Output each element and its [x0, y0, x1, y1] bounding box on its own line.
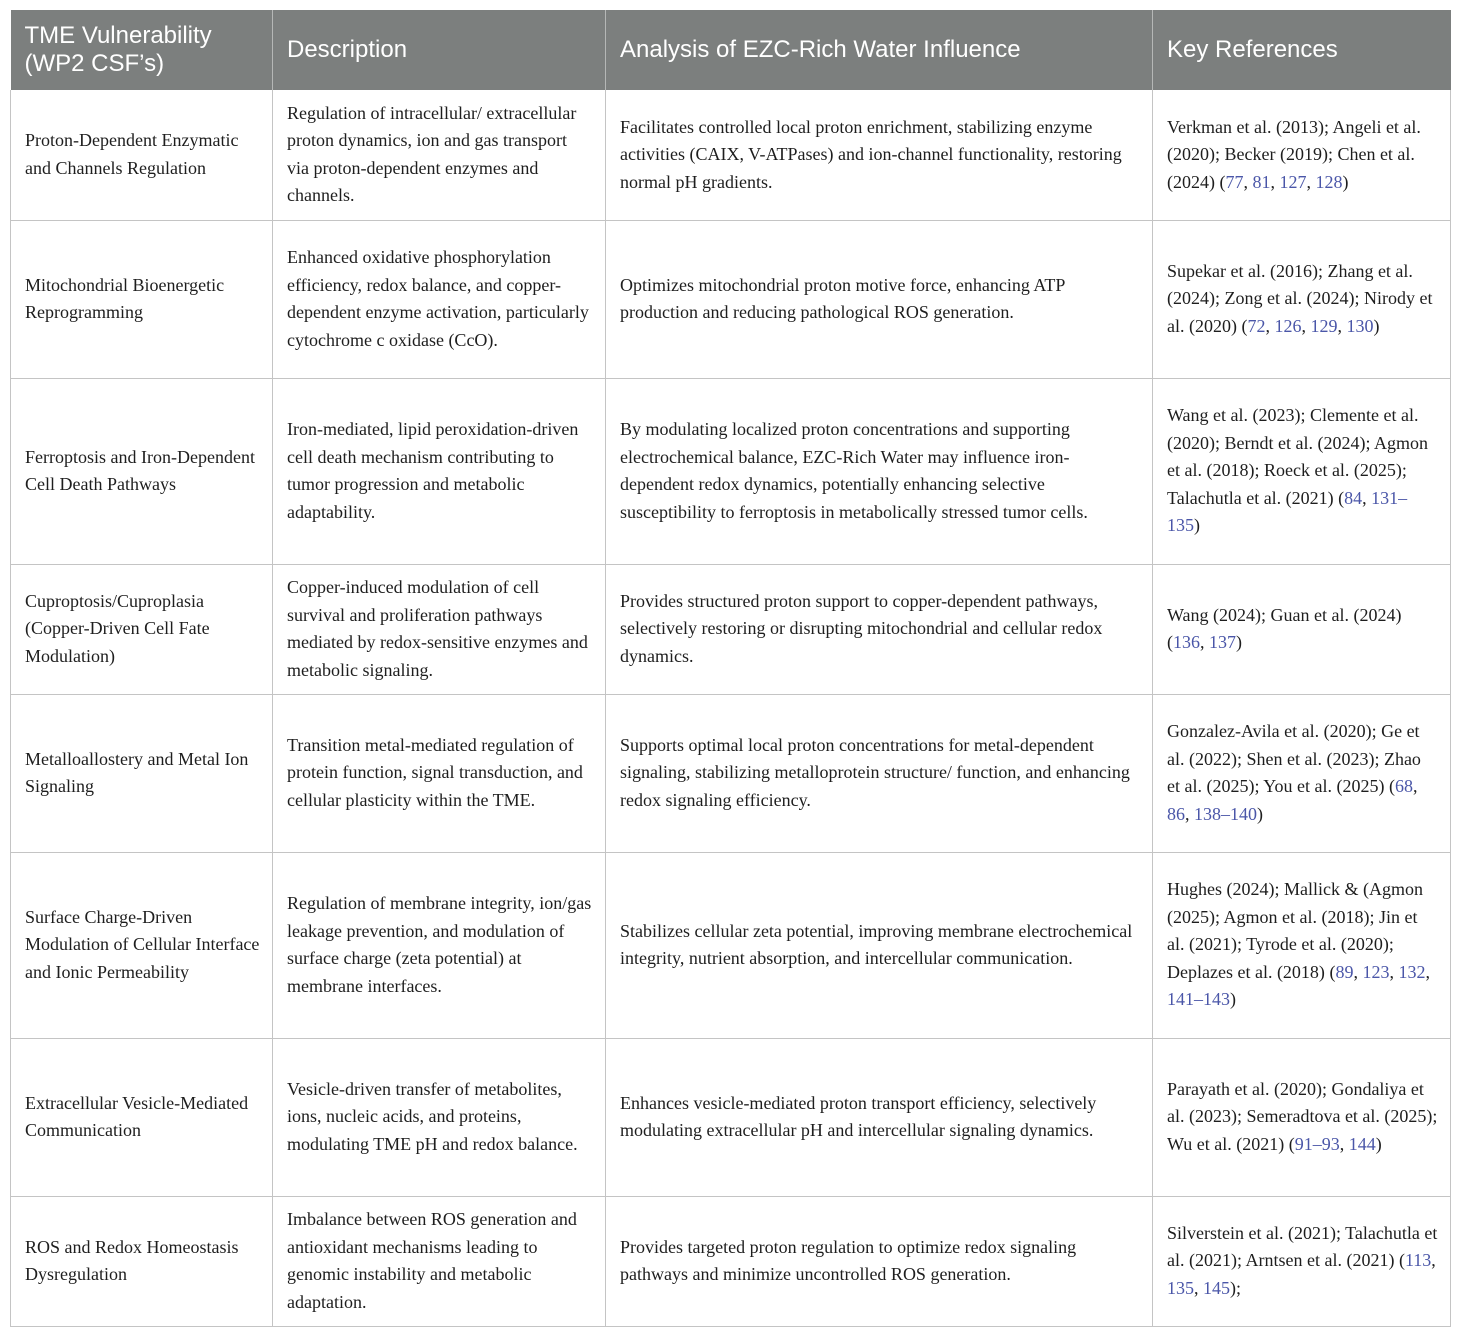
description-cell: Copper-induced modulation of cell survival and proliferation pathways mediated by redox-sensitive enzymes and metabolic signaling.: [273, 564, 606, 694]
references-cell: Gonzalez-Avila et al. (2020); Ge et al. (2022); Shen et al. (2023); Zhao et al. (2025); You et al. (2025) (68, 86, 138–140): [1153, 694, 1451, 852]
table-row: [11, 1196, 1451, 1326]
reference-link[interactable]: 86: [1167, 803, 1185, 824]
references-cell: Hughes (2024); Mallick & (Agmon (2025); Agmon et al. (2018); Jin et al. (2021); Tyrode et al. (2020); Deplazes et al. (2018) (89, 123, 132, 141–143): [1153, 852, 1451, 1038]
reference-link[interactable]: 132: [1398, 961, 1426, 982]
table-row: [11, 694, 1451, 852]
analysis-cell: Facilitates controlled local proton enrichment, stabilizing enzyme activities (CAIX, V-ATPases) and ion-channel functionality, restoring normal pH gradients.: [606, 90, 1153, 220]
vulnerability-cell: ROS and Redox Homeostasis Dysregulation: [11, 1196, 273, 1326]
reference-link[interactable]: 127: [1279, 171, 1307, 192]
references-cell: Silverstein et al. (2021); Talachutla et al. (2021); Arntsen et al. (2021) (113, 135, 145);: [1153, 1196, 1451, 1326]
analysis-cell: Enhances vesicle-mediated proton transport efficiency, selectively modulating extracellular pH and intercellular signaling dynamics.: [606, 1038, 1153, 1196]
description-cell: Regulation of membrane integrity, ion/gas leakage prevention, and modulation of surface charge (zeta potential) at membrane interfaces.: [273, 852, 606, 1038]
reference-citations: Parayath et al. (2020); Gondaliya et al. (2023); Semeradtova et al. (2025); Wu et al. (2021): [1167, 1078, 1438, 1154]
vulnerability-cell: Proton-Dependent Enzymatic and Channels Regulation: [11, 90, 273, 220]
reference-link[interactable]: 91–93: [1294, 1133, 1340, 1154]
description-cell: Iron-mediated, lipid peroxidation-driven cell death mechanism contributing to tumor progression and metabolic adaptability.: [273, 378, 606, 564]
analysis-cell: By modulating localized proton concentrations and supporting electrochemical balance, EZC-Rich Water may influence iron-dependent redox dynamics, potentially enhancing selective susceptibility to ferroptosis in metabolically stressed tumor cells.: [606, 378, 1153, 564]
vulnerability-cell: Ferroptosis and Iron-Dependent Cell Death Pathways: [11, 378, 273, 564]
table-container: [10, 10, 1450, 1327]
reference-link[interactable]: 126: [1274, 315, 1302, 336]
description-cell: Regulation of intracellular/ extracellular proton dynamics, ion and gas transport via proton-dependent enzymes and channels.: [273, 90, 606, 220]
vulnerability-cell: Cuproptosis/Cuproplasia (Copper-Driven Cell Fate Modulation): [11, 564, 273, 694]
references-cell: Supekar et al. (2016); Zhang et al. (2024); Zong et al. (2024); Nirody et al. (2020) (72, 126, 129, 130): [1153, 220, 1451, 378]
reference-link[interactable]: 77: [1225, 171, 1244, 192]
reference-link[interactable]: 81: [1252, 171, 1271, 192]
reference-link[interactable]: 144: [1348, 1133, 1376, 1154]
analysis-cell: Provides targeted proton regulation to optimize redox signaling pathways and minimize uncontrolled ROS generation.: [606, 1196, 1153, 1326]
analysis-cell: Optimizes mitochondrial proton motive force, enhancing ATP production and reducing pathological ROS generation.: [606, 220, 1153, 378]
reference-citations: Wang (2024); Guan et al. (2024): [1167, 604, 1402, 625]
table-row: [11, 852, 1451, 1038]
table-row: [11, 564, 1451, 694]
table-row: [11, 378, 1451, 564]
table-row: [11, 220, 1451, 378]
reference-link[interactable]: 130: [1346, 315, 1374, 336]
description-cell: Vesicle-driven transfer of metabolites, ions, nucleic acids, and proteins, modulating TME pH and redox balance.: [273, 1038, 606, 1196]
reference-suffix: ;: [1236, 1277, 1242, 1298]
vulnerability-table: [10, 10, 1451, 1327]
reference-citations: Silverstein et al. (2021); Talachutla et al. (2021); Arntsen et al. (2021): [1167, 1222, 1438, 1271]
header-vulnerability: TME Vulnerability (WP2 CSF’s): [11, 10, 273, 90]
reference-link[interactable]: 135: [1167, 1277, 1194, 1298]
vulnerability-cell: Surface Charge-Driven Modulation of Cellular Interface and Ionic Permeability: [11, 852, 273, 1038]
reference-link[interactable]: 136: [1173, 632, 1200, 652]
reference-citations: Verkman et al. (2013); Angeli et al. (2020); Becker (2019); Chen et al. (2024): [1167, 116, 1421, 192]
header-references: Key References: [1153, 10, 1451, 90]
reference-link[interactable]: 138–140: [1194, 803, 1257, 824]
reference-link[interactable]: 84: [1344, 487, 1363, 508]
header-description: Description: [273, 10, 606, 90]
reference-link[interactable]: 145: [1203, 1277, 1230, 1298]
analysis-cell: Provides structured proton support to copper-dependent pathways, selectively restoring or disrupting mitochondrial and cellular redox dynamics.: [606, 564, 1153, 694]
description-cell: Transition metal-mediated regulation of protein function, signal transduction, and cellular plasticity within the TME.: [273, 694, 606, 852]
reference-citations: Gonzalez-Avila et al. (2020); Ge et al. (2022); Shen et al. (2023); Zhao et al. (2025); You et al. (2025): [1167, 721, 1421, 796]
table-header-row: [11, 10, 1451, 90]
references-cell: Wang et al. (2023); Clemente et al. (2020); Berndt et al. (2024); Agmon et al. (2018); Roeck et al. (2025); Talachutla et al. (2021) (84, 131–135): [1153, 378, 1451, 564]
vulnerability-cell: Extracellular Vesicle-Mediated Communication: [11, 1038, 273, 1196]
reference-citations: Supekar et al. (2016); Zhang et al. (2024); Zong et al. (2024); Nirody et al. (2020): [1167, 260, 1433, 336]
description-cell: Enhanced oxidative phosphorylation efficiency, redox balance, and copper-dependent enzyme activation, particularly cytochrome c oxidase (CcO).: [273, 220, 606, 378]
reference-link[interactable]: 128: [1315, 171, 1343, 192]
reference-citations: Hughes (2024); Mallick & (Agmon (2025); Agmon et al. (2018); Jin et al. (2021); Tyrode et al. (2020); Deplazes et al. (2018): [1167, 879, 1423, 982]
references-cell: Wang (2024); Guan et al. (2024) (136, 137): [1153, 564, 1451, 694]
reference-link[interactable]: 131–135: [1167, 487, 1408, 536]
references-cell: Verkman et al. (2013); Angeli et al. (2020); Becker (2019); Chen et al. (2024) (77, 81, 127, 128): [1153, 90, 1451, 220]
reference-link[interactable]: 129: [1310, 315, 1338, 336]
reference-citations: Wang et al. (2023); Clemente et al. (2020); Berndt et al. (2024); Agmon et al. (2018); Roeck et al. (2025); Talachutla et al. (2021): [1167, 405, 1428, 508]
references-cell: Parayath et al. (2020); Gondaliya et al. (2023); Semeradtova et al. (2025); Wu et al. (2021) (91–93, 144): [1153, 1038, 1451, 1196]
analysis-cell: Supports optimal local proton concentrations for metal-dependent signaling, stabilizing metalloprotein structure/ function, and enhancing redox signaling efficiency.: [606, 694, 1153, 852]
analysis-cell: Stabilizes cellular zeta potential, improving membrane electrochemical integrity, nutrient absorption, and intercellular communication.: [606, 852, 1153, 1038]
reference-link[interactable]: 123: [1362, 961, 1390, 982]
table-row: [11, 1038, 1451, 1196]
reference-link[interactable]: 68: [1394, 776, 1413, 796]
reference-link[interactable]: 72: [1247, 315, 1266, 336]
table-row: [11, 90, 1451, 220]
reference-link[interactable]: 141–143: [1167, 989, 1230, 1010]
reference-link[interactable]: 137: [1209, 632, 1236, 652]
reference-link[interactable]: 113: [1404, 1250, 1432, 1271]
vulnerability-cell: Mitochondrial Bioenergetic Reprogramming: [11, 220, 273, 378]
description-cell: Imbalance between ROS generation and antioxidant mechanisms leading to genomic instability and metabolic adaptation.: [273, 1196, 606, 1326]
reference-link[interactable]: 89: [1335, 961, 1354, 982]
header-analysis: Analysis of EZC-Rich Water Influence: [606, 10, 1153, 90]
vulnerability-cell: Metalloallostery and Metal Ion Signaling: [11, 694, 273, 852]
table-body: [11, 90, 1451, 1326]
